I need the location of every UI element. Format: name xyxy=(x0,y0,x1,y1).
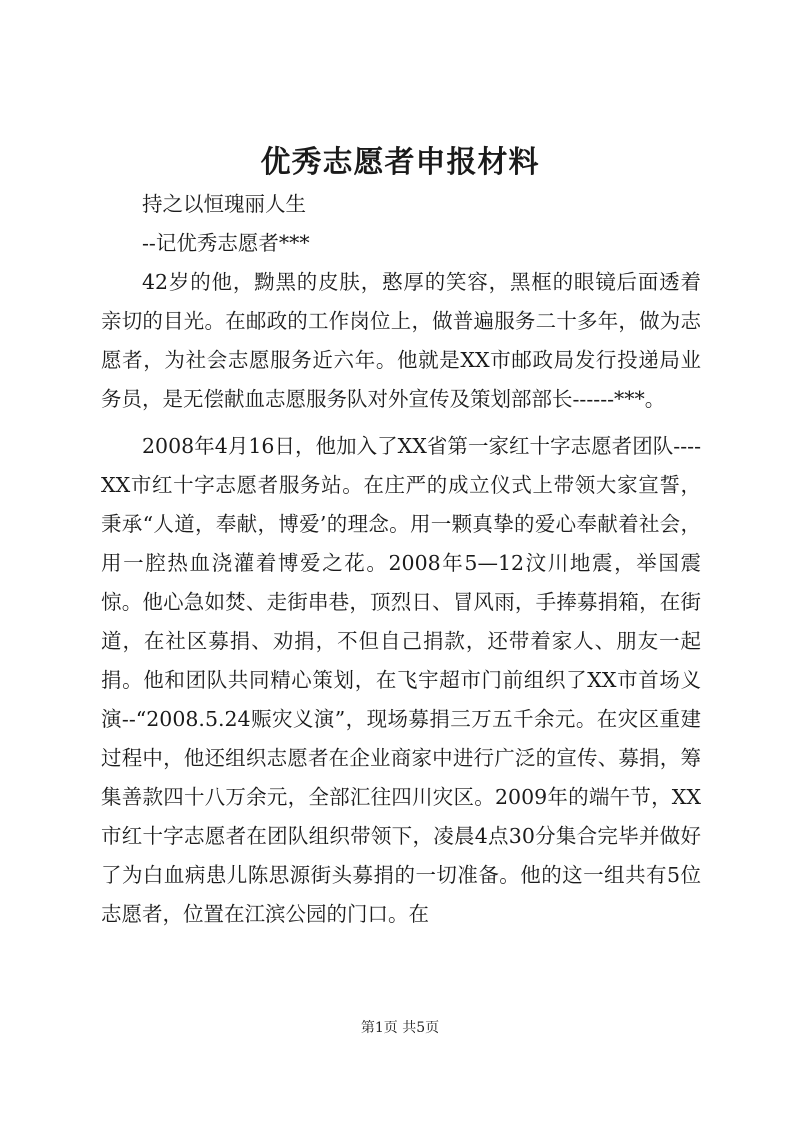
page-footer: 第1页 共5页 xyxy=(360,1020,440,1036)
document-subtitle: 持之以恒瑰丽人生 xyxy=(142,192,306,216)
document-byline: --记优秀志愿者*** xyxy=(142,231,310,255)
document-title: 优秀志愿者申报材料 xyxy=(260,145,540,180)
paragraph: 42岁的他，黝黑的皮肤，憨厚的笑容，黑框的眼镜后面透着亲切的目光。在邮政的工作岗位上，做普遍服务二十多年，做为志愿者，为社会志愿服务近六年。他就是XX市邮政局发行投递局业务员，是无偿献血志愿服务队对外宣传及策划部部长------***。 xyxy=(101,270,701,411)
paragraph: 2008年4月16日，他加入了XX省第一家红十字志愿者团队----XX市红十字志愿者服务站。在庄严的成立仪式上带领大家宣誓，秉承“人道，奉献，博爱’的理念。用一颗真挚的爱心奉献着社会，用一腔热血浇灌着博爱之花。2008年5—12汶川地震，举国震惊。他心急如焚、走街串巷，顶烈日、冒风雨，手捧募捐箱，在街道，在社区募捐、劝捐，不但自己捐款，还带着家人、朋友一起捐。他和团队共同精心策划，在飞宇超市门前组织了XX市首场义演--“2008.5.24赈灾义演”，现场募捐三万五千余元。在灾区重建过程中，他还组织志愿者在企业商家中进行广泛的宣传、募捐，筹集善款四十八万余元，全部汇往四川灾区。2009年的端午节，XX市红十字志愿者在团队组织带领下，凌晨4点30分集合完毕并做好了为白血病患儿陈思源街头募捐的一切准备。他的这一组共有5位志愿者，位置在江滨公园的门口。在 xyxy=(101,434,701,926)
document-body xyxy=(101,185,701,934)
